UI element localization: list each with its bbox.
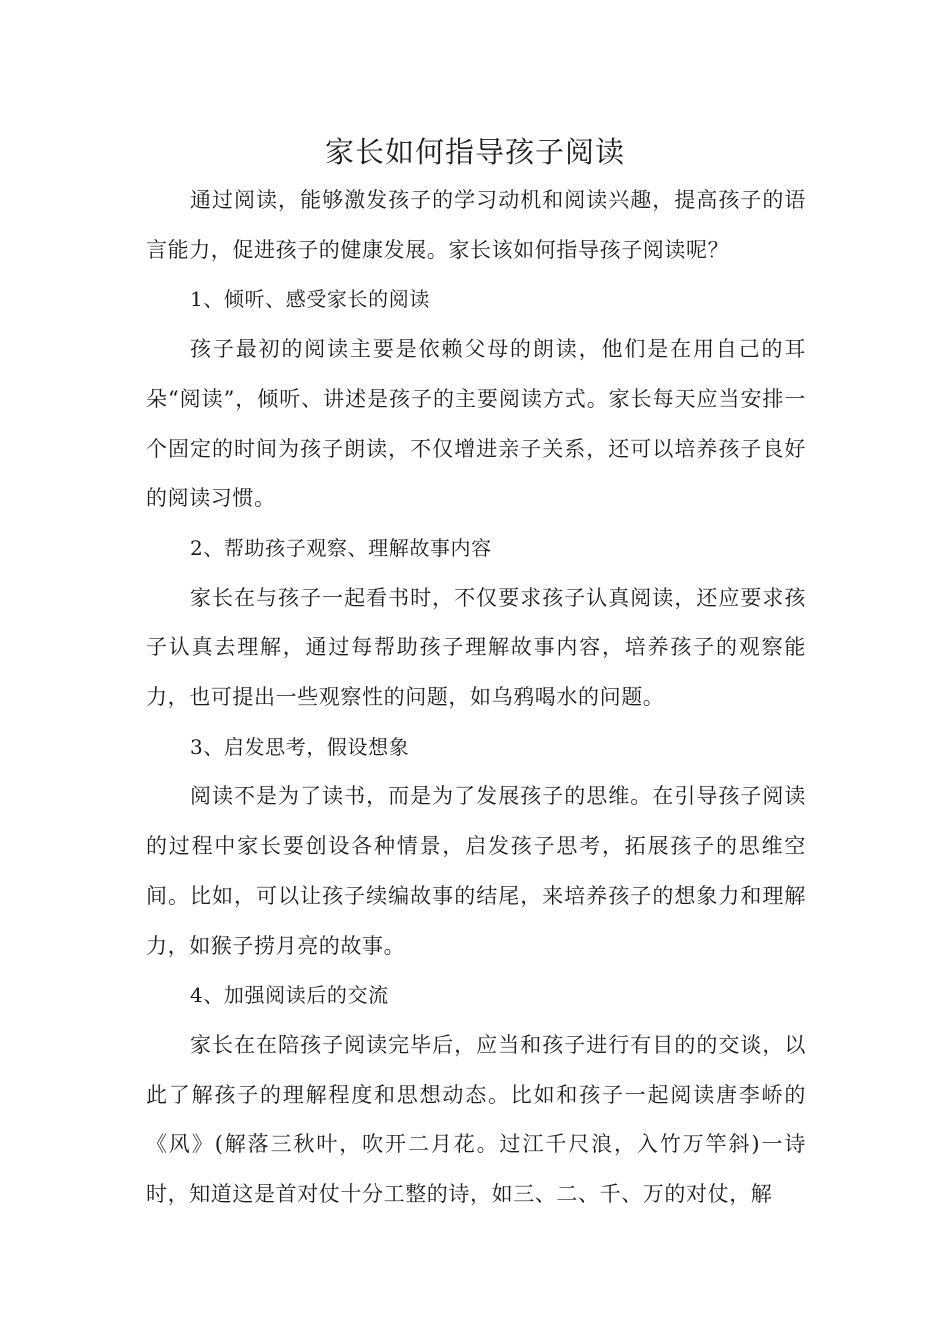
- section-heading-1: 1、倾听、感受家长的阅读: [190, 287, 430, 312]
- paragraph-section-2: 家长在与孩子一起看书时，不仅要求孩子认真阅读，还应要求孩子认真去理解，通过每帮助孩子理解故事内容，培养孩子的观察能力，也可提出一些观察性的问题，如乌鸦喝水的问题。: [146, 585, 806, 710]
- paragraph-section-3: 阅读不是为了读书，而是为了发展孩子的思维。在引导孩子阅读的过程中家长要创设各种情景，启发孩子思考，拓展孩子的思维空间。比如，可以让孩子续编故事的结尾，来培养孩子的想象力和理解力，如猴子捞月亮的故事。: [146, 784, 806, 958]
- document-body: [146, 176, 806, 1220]
- document-title: 家长如何指导孩子阅读: [324, 135, 625, 169]
- paragraph-intro: 通过阅读，能够激发孩子的学习动机和阅读兴趣，提高孩子的语言能力，促进孩子的健康发展。家长该如何指导孩子阅读呢？: [146, 188, 806, 262]
- section-heading-4: 4、加强阅读后的交流: [190, 983, 389, 1008]
- paragraph-section-4: 家长在在陪孩子阅读完毕后，应当和孩子进行有目的的交谈，以此了解孩子的理解程度和思想动态。比如和孩子一起阅读唐李峤的《风》(解落三秋叶，吹开二月花。过江千尺浪，入竹万竿斜)一诗时，知道这是首对仗十分工整的诗，如三、二、千、万的对仗，解: [146, 1032, 806, 1207]
- section-heading-2: 2、帮助孩子观察、理解故事内容: [190, 535, 492, 560]
- paragraph-section-1: 孩子最初的阅读主要是依赖父母的朗读，他们是在用自己的耳朵“阅读”，倾听、讲述是孩子的主要阅读方式。家长每天应当安排一个固定的时间为孩子朗读，不仅增进亲子关系，还可以培养孩子良好的阅读习惯。: [146, 337, 806, 511]
- section-heading-3: 3、启发思考，假设想象: [190, 734, 410, 759]
